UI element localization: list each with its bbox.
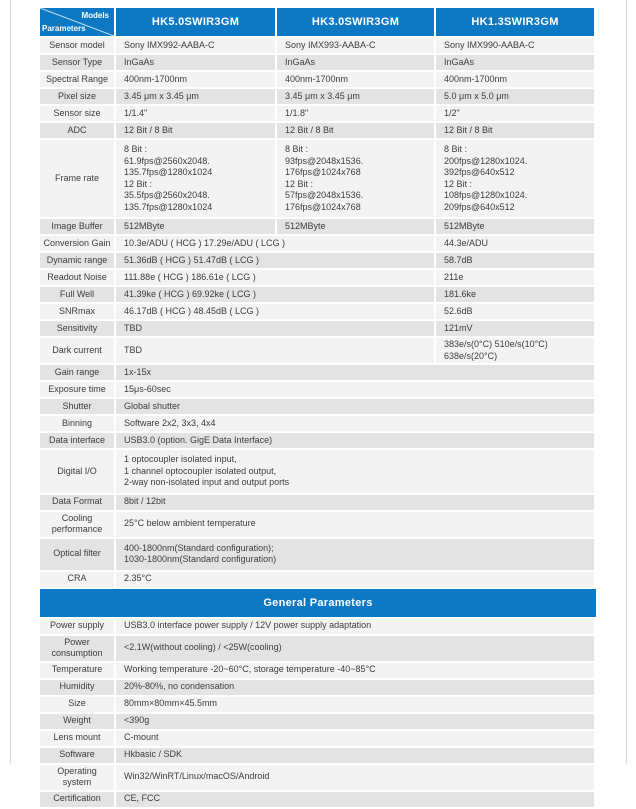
table-row (40, 636, 596, 661)
cell-value: Sony IMX990-AABA-C (436, 38, 594, 53)
table-row (40, 382, 596, 397)
table-row (40, 38, 596, 53)
table-row (40, 304, 596, 319)
cell-value: 8bit / 12bit (116, 495, 594, 510)
table-header-row (40, 8, 596, 36)
table-row (40, 663, 596, 678)
cell-line: 392fps@640x512 (444, 167, 515, 177)
camera-spec-table (40, 8, 596, 809)
row-label: Full Well (40, 287, 114, 302)
row-label: Conversion Gain (40, 236, 114, 251)
cell-line: 8 Bit : (285, 144, 309, 154)
cell-line: 135.7fps@1280x1024 (124, 201, 213, 212)
column-header-hk3: HK3.0SWIR3GM (277, 8, 434, 36)
row-label: Sensitivity (40, 321, 114, 336)
row-label: Sensor Type (40, 55, 114, 70)
row-label: Dynamic range (40, 253, 114, 268)
cell-value: 211e (436, 270, 594, 285)
corner-header-cell (40, 8, 114, 36)
cell-value: 51.36dB ( HCG ) 51.47dB ( LCG ) (116, 253, 434, 268)
table-row (40, 765, 596, 790)
main-parameters-section (40, 38, 596, 587)
row-label: Optical filter (40, 539, 114, 570)
cell-value (436, 140, 594, 217)
cell-value: 12 Bit / 8 Bit (277, 123, 434, 138)
cell-line: 200fps@1280x1024. (444, 155, 528, 166)
cell-line: 1 optocoupler isolated input, (124, 454, 237, 464)
cell-value: 20%-80%, no condensation (116, 680, 594, 695)
row-label: Size (40, 697, 114, 712)
cell-value: TBD (116, 338, 434, 363)
row-label: Operating system (40, 765, 114, 790)
table-row (40, 748, 596, 763)
row-label: Gain range (40, 365, 114, 380)
cell-value: 15μs-60sec (116, 382, 594, 397)
cell-value: 41.39ke ( HCG ) 69.92ke ( LCG ) (116, 287, 434, 302)
cell-value: Sony IMX992-AABA-C (116, 38, 275, 53)
table-row (40, 572, 596, 587)
cell-line: 57fps@2048x1536. (285, 190, 364, 200)
cell-value: 58.7dB (436, 253, 594, 268)
cell-value: 1x-15x (116, 365, 594, 380)
row-label: Certification (40, 792, 114, 807)
table-row (40, 321, 596, 336)
cell-value: 400nm-1700nm (116, 72, 275, 87)
cell-value: 10.3e/ADU ( HCG ) 17.29e/ADU ( LCG ) (116, 236, 434, 251)
table-row (40, 416, 596, 431)
row-label: Lens mount (40, 731, 114, 746)
cell-line: 176fps@1024x768 (285, 201, 361, 212)
cell-line: 8 Bit : (444, 144, 468, 154)
row-label: SNRmax (40, 304, 114, 319)
cell-line: 176fps@1024x768 (285, 167, 361, 177)
cell-line: 135.7fps@1280x1024 (124, 167, 213, 177)
cell-value: 46.17dB ( HCG ) 48.45dB ( LCG ) (116, 304, 434, 319)
table-row (40, 697, 596, 712)
cell-value (277, 140, 434, 217)
cell-value: 25°C below ambient temperature (116, 512, 594, 537)
table-row (40, 365, 596, 380)
cell-value: C-mount (116, 731, 594, 746)
row-label: Software (40, 748, 114, 763)
row-label: Frame rate (40, 140, 114, 217)
cell-value: 1/1.8" (277, 106, 434, 121)
cell-line: 2-way non-isolated input and output ports (124, 477, 290, 487)
general-parameters-section (40, 619, 596, 807)
cell-line: 400-1800nm(Standard configuration); (124, 542, 274, 553)
cell-value: Hkbasic / SDK (116, 748, 594, 763)
cell-value: 80mm×80mm×45.5mm (116, 697, 594, 712)
table-row (40, 89, 596, 104)
row-label: Humidity (40, 680, 114, 695)
cell-value: InGaAs (436, 55, 594, 70)
cell-line: 93fps@2048x1536. (285, 155, 364, 166)
cell-value: <2.1W(without cooling) / <25W(cooling) (116, 636, 594, 661)
table-row (40, 106, 596, 121)
cell-value: Global shutter (116, 399, 594, 414)
row-label: Pixel size (40, 89, 114, 104)
cell-value: USB3.0 (option. GigE Data Interface) (116, 433, 594, 448)
cell-line: 108fps@1280x1024. (444, 190, 528, 200)
page-right-edge (626, 0, 627, 764)
row-label: Shutter (40, 399, 114, 414)
table-row (40, 140, 596, 217)
table-row (40, 680, 596, 695)
cell-value (116, 450, 594, 493)
column-header-hk1: HK1.3SWIR3GM (436, 8, 594, 36)
row-label: Temperature (40, 663, 114, 678)
row-label: Spectral Range (40, 72, 114, 87)
cell-line: 12 Bit : (124, 178, 153, 189)
cell-value: 400nm-1700nm (436, 72, 594, 87)
cell-value: TBD (116, 321, 434, 336)
cell-value: InGaAs (116, 55, 275, 70)
table-row (40, 338, 596, 363)
page-left-edge (10, 0, 11, 764)
table-row (40, 433, 596, 448)
cell-value: 512MByte (436, 219, 594, 234)
cell-value: 5.0 μm x 5.0 μm (436, 89, 594, 104)
column-header-hk5: HK5.0SWIR3GM (116, 8, 275, 36)
cell-value: 181.6ke (436, 287, 594, 302)
cell-value: 400nm-1700nm (277, 72, 434, 87)
cell-value: 1/2" (436, 106, 594, 121)
row-label: Data Format (40, 495, 114, 510)
row-label: Binning (40, 416, 114, 431)
cell-value: 121mV (436, 321, 594, 336)
row-label: Digital I/O (40, 450, 114, 493)
cell-value: USB3.0 interface power supply / 12V power supply adaptation (116, 619, 594, 634)
cell-line: 1030-1800nm(Standard configuration) (124, 554, 277, 564)
table-row (40, 731, 596, 746)
cell-value: Win32/WinRT/Linux/macOS/Android (116, 765, 594, 790)
cell-value: <390g (116, 714, 594, 729)
cell-value: Working temperature -20~60°C, storage temperature -40~85°C (116, 663, 594, 678)
cell-value: 44.3e/ADU (436, 236, 594, 251)
table-row (40, 236, 596, 251)
row-label: Power supply (40, 619, 114, 634)
row-label: ADC (40, 123, 114, 138)
cell-value: 12 Bit / 8 Bit (436, 123, 594, 138)
cell-line: 12 Bit : (285, 178, 314, 189)
row-label: Weight (40, 714, 114, 729)
table-row (40, 55, 596, 70)
table-row (40, 619, 596, 634)
table-row (40, 495, 596, 510)
cell-line: 61.9fps@2560x2048. (124, 155, 210, 166)
cell-value: 12 Bit / 8 Bit (116, 123, 275, 138)
cell-value: InGaAs (277, 55, 434, 70)
cell-value: Sony IMX993-AABA-C (277, 38, 434, 53)
table-row (40, 253, 596, 268)
cell-value: 383e/s(0°C) 510e/s(10°C) 638e/s(20°C) (436, 338, 594, 363)
table-row (40, 219, 596, 234)
cell-value: 52.6dB (436, 304, 594, 319)
cell-line: 35.5fps@2560x2048. (124, 190, 210, 200)
table-row (40, 792, 596, 807)
row-label: Power consumption (40, 636, 114, 661)
row-label: Readout Noise (40, 270, 114, 285)
cell-value: Software 2x2, 3x3, 4x4 (116, 416, 594, 431)
row-label: Sensor model (40, 38, 114, 53)
general-parameters-banner: General Parameters (40, 589, 596, 617)
corner-parameters-label: Parameters (42, 24, 86, 33)
cell-line: 209fps@640x512 (444, 201, 515, 212)
table-row (40, 270, 596, 285)
cell-value: 512MByte (277, 219, 434, 234)
row-label: Dark current (40, 338, 114, 363)
row-label: Exposure time (40, 382, 114, 397)
table-row (40, 399, 596, 414)
table-row (40, 72, 596, 87)
cell-value: 3.45 μm x 3.45 μm (277, 89, 434, 104)
cell-value: 111.88e ( HCG ) 186.61e ( LCG ) (116, 270, 434, 285)
row-label: CRA (40, 572, 114, 587)
cell-value (116, 140, 275, 217)
row-label: Sensor size (40, 106, 114, 121)
cell-value: 512MByte (116, 219, 275, 234)
table-row (40, 450, 596, 493)
table-row (40, 512, 596, 537)
corner-models-label: Models (81, 11, 109, 20)
cell-value: 2.35°C (116, 572, 594, 587)
row-label: Image Buffer (40, 219, 114, 234)
table-row (40, 123, 596, 138)
table-row (40, 714, 596, 729)
cell-value (116, 539, 594, 570)
table-row (40, 539, 596, 570)
cell-value: 3.45 μm x 3.45 μm (116, 89, 275, 104)
row-label: Data interface (40, 433, 114, 448)
cell-value: CE, FCC (116, 792, 594, 807)
row-label: Cooling performance (40, 512, 114, 537)
cell-value: 1/1.4" (116, 106, 275, 121)
table-row (40, 287, 596, 302)
cell-line: 8 Bit : (124, 144, 148, 154)
cell-line: 1 channel optocoupler isolated output, (124, 465, 277, 476)
cell-line: 12 Bit : (444, 178, 473, 189)
